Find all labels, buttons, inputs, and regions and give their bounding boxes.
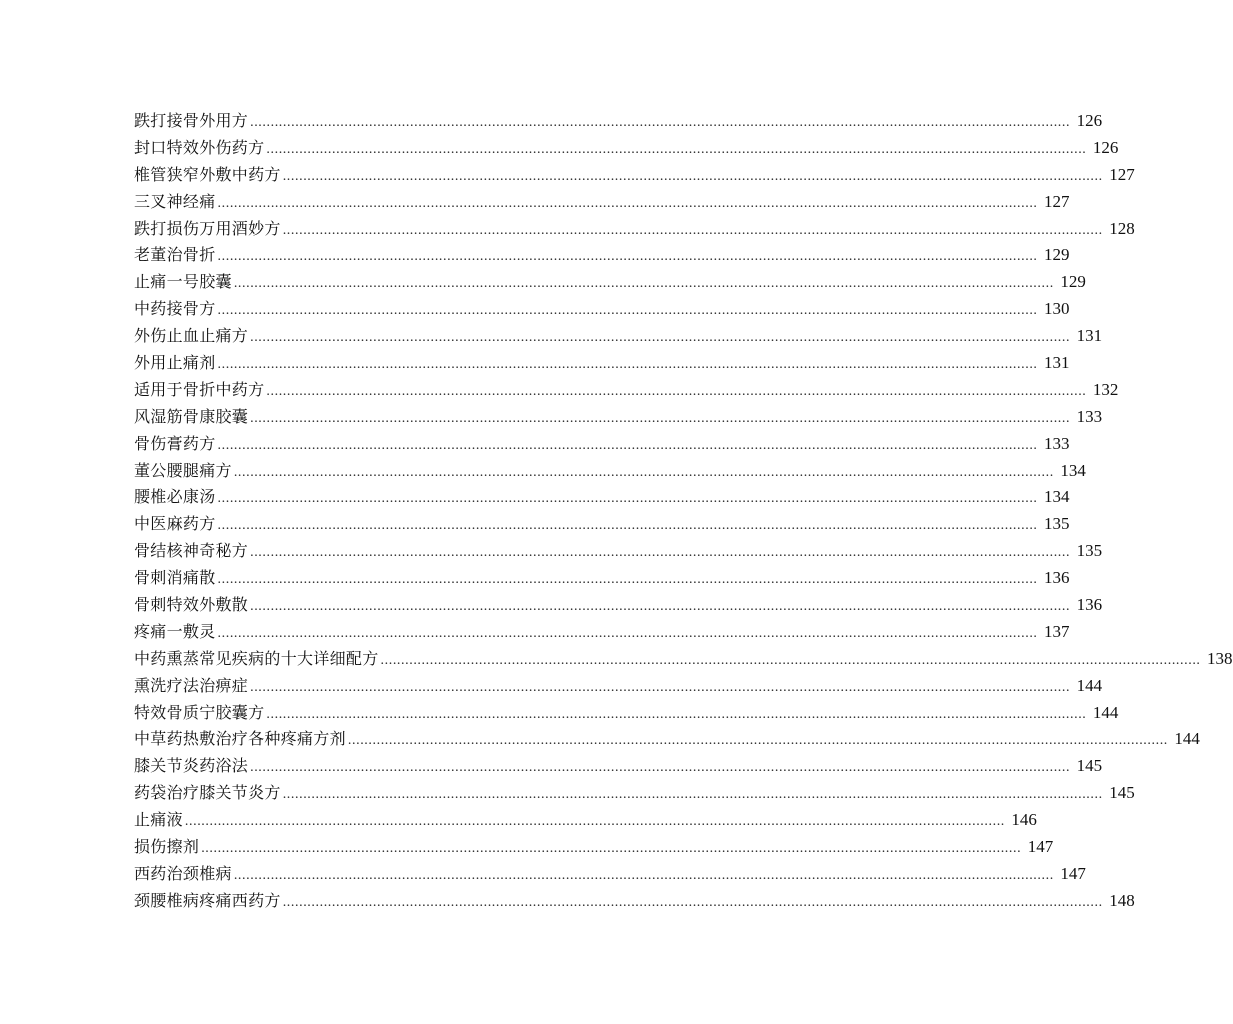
toc-entry-page-number: 135 (1076, 541, 1103, 561)
toc-dot-leader: ........................................................................................................................................................................................................ (282, 168, 1103, 184)
toc-dot-leader: ........................................................................................................................................................................................................ (250, 760, 1071, 776)
toc-entry-page-number: 144 (1076, 675, 1103, 695)
toc-entry[interactable] (134, 242, 1070, 269)
toc-entry-page-number: 126 (1092, 137, 1119, 157)
toc-dot-leader: ........................................................................................................................................................................................................ (282, 894, 1103, 910)
toc-entry-page-number: 134 (1060, 460, 1086, 480)
toc-entry-page-number: 146 (1011, 810, 1037, 830)
toc-entry[interactable] (134, 807, 1037, 834)
toc-entry-page-number: 147 (1027, 837, 1054, 857)
toc-entry-page-number: 131 (1044, 353, 1070, 373)
toc-entry[interactable] (134, 834, 1054, 861)
toc-entry[interactable] (134, 619, 1070, 646)
toc-entry-page-number: 133 (1076, 406, 1103, 426)
toc-dot-leader: ........................................................................................................................................................................................................ (250, 330, 1071, 346)
toc-dot-leader: ........................................................................................................................................................................................................ (250, 410, 1071, 426)
toc-entry[interactable] (134, 350, 1070, 377)
toc-entry-title: 骨刺特效外敷散 (134, 595, 249, 615)
toc-entry[interactable] (134, 565, 1070, 592)
toc-entry-title: 老董治骨折 (134, 245, 216, 265)
toc-entry-page-number: 137 (1044, 621, 1070, 641)
toc-entry-page-number: 144 (1174, 729, 1200, 749)
toc-dot-leader: ........................................................................................................................................................................................................ (217, 625, 1038, 641)
toc-entry-title: 损伤擦剂 (134, 837, 200, 857)
toc-entry-page-number: 145 (1076, 756, 1103, 776)
table-of-contents (134, 108, 1233, 915)
toc-entry[interactable] (134, 296, 1070, 323)
toc-entry-page-number: 133 (1044, 433, 1070, 453)
toc-dot-leader: ........................................................................................................................................................................................................ (217, 195, 1038, 211)
toc-entry-title: 颈腰椎病疼痛西药方 (134, 890, 281, 910)
toc-entry-title: 西药治颈椎病 (134, 863, 232, 883)
toc-dot-leader: ........................................................................................................................................................................................................ (217, 437, 1038, 453)
toc-entry-page-number: 147 (1060, 863, 1086, 883)
toc-entry-page-number: 131 (1076, 326, 1103, 346)
toc-entry-title: 止痛一号胶囊 (134, 272, 232, 292)
toc-entry[interactable] (134, 216, 1135, 243)
toc-entry[interactable] (134, 458, 1086, 485)
toc-entry-title: 董公腰腿痛方 (134, 460, 232, 480)
toc-entry-page-number: 130 (1044, 299, 1070, 319)
toc-entry-title: 风湿筋骨康胶囊 (134, 406, 249, 426)
toc-entry-title: 骨伤膏药方 (134, 433, 216, 453)
toc-entry[interactable] (134, 323, 1103, 350)
toc-dot-leader: ........................................................................................................................................................................................................ (201, 841, 1022, 857)
toc-dot-leader: ........................................................................................................................................................................................................ (266, 383, 1087, 399)
toc-entry-page-number: 128 (1109, 218, 1135, 238)
toc-dot-leader: ........................................................................................................................................................................................................ (266, 141, 1087, 157)
toc-entry-title: 熏洗疗法治痹症 (134, 675, 249, 695)
toc-entry-page-number: 135 (1044, 514, 1070, 534)
toc-entry-page-number: 138 (1207, 648, 1233, 668)
toc-dot-leader: ........................................................................................................................................................................................................ (250, 599, 1071, 615)
toc-dot-leader: ........................................................................................................................................................................................................ (233, 276, 1054, 292)
toc-entry[interactable] (134, 108, 1103, 135)
toc-entry[interactable] (134, 780, 1135, 807)
toc-entry-page-number: 127 (1044, 191, 1070, 211)
toc-dot-leader: ........................................................................................................................................................................................................ (217, 303, 1038, 319)
toc-entry-title: 中医麻药方 (134, 514, 216, 534)
toc-entry-page-number: 148 (1109, 890, 1135, 910)
toc-entry-page-number: 136 (1076, 595, 1103, 615)
toc-dot-leader: ........................................................................................................................................................................................................ (217, 491, 1038, 507)
toc-entry-page-number: 144 (1092, 702, 1119, 722)
toc-dot-leader: ........................................................................................................................................................................................................ (184, 814, 1005, 830)
toc-entry-title: 骨刺消痛散 (134, 568, 216, 588)
toc-entry-page-number: 127 (1109, 164, 1135, 184)
toc-entry-page-number: 136 (1044, 568, 1070, 588)
toc-entry[interactable] (134, 646, 1233, 673)
toc-entry-page-number: 132 (1092, 379, 1119, 399)
toc-entry[interactable] (134, 538, 1103, 565)
toc-entry-title: 跌打损伤万用酒妙方 (134, 218, 281, 238)
toc-entry[interactable] (134, 700, 1119, 727)
toc-entry[interactable] (134, 377, 1119, 404)
toc-dot-leader: ........................................................................................................................................................................................................ (347, 733, 1168, 749)
toc-entry-title: 椎管狭窄外敷中药方 (134, 164, 281, 184)
toc-dot-leader: ........................................................................................................................................................................................................ (217, 249, 1038, 265)
toc-entry[interactable] (134, 888, 1135, 915)
toc-entry[interactable] (134, 511, 1070, 538)
toc-entry-title: 三叉神经痛 (134, 191, 216, 211)
toc-entry-title: 中药接骨方 (134, 299, 216, 319)
toc-entry-title: 腰椎必康汤 (134, 487, 216, 507)
toc-entry-page-number: 126 (1076, 111, 1103, 130)
toc-dot-leader: ........................................................................................................................................................................................................ (233, 867, 1054, 883)
toc-entry[interactable] (134, 269, 1086, 296)
toc-entry-title: 骨结核神奇秘方 (134, 541, 249, 561)
toc-entry-title: 跌打接骨外用方 (134, 111, 249, 130)
toc-entry-page-number: 129 (1044, 245, 1070, 265)
toc-entry-title: 疼痛一敷灵 (134, 621, 216, 641)
toc-dot-leader: ........................................................................................................................................................................................................ (250, 115, 1071, 130)
toc-dot-leader: ........................................................................................................................................................................................................ (282, 787, 1103, 803)
toc-dot-leader: ........................................................................................................................................................................................................ (250, 679, 1071, 695)
toc-entry-page-number: 134 (1044, 487, 1070, 507)
toc-entry[interactable] (134, 726, 1200, 753)
toc-entry[interactable] (134, 484, 1070, 511)
toc-dot-leader: ........................................................................................................................................................................................................ (217, 518, 1038, 534)
toc-entry-title: 封口特效外伤药方 (134, 137, 265, 157)
toc-entry-title: 药袋治疗膝关节炎方 (134, 783, 281, 803)
toc-entry[interactable] (134, 404, 1103, 431)
toc-entry[interactable] (134, 135, 1119, 162)
toc-entry[interactable] (134, 673, 1103, 700)
toc-dot-leader: ........................................................................................................................................................................................................ (217, 357, 1038, 373)
toc-entry[interactable] (134, 162, 1135, 189)
toc-entry-title: 特效骨质宁胶囊方 (134, 702, 265, 722)
toc-dot-leader: ........................................................................................................................................................................................................ (250, 545, 1071, 561)
toc-dot-leader: ........................................................................................................................................................................................................ (266, 706, 1087, 722)
toc-entry-title: 膝关节炎药浴法 (134, 756, 249, 776)
toc-dot-leader: ........................................................................................................................................................................................................ (282, 222, 1103, 238)
toc-entry-title: 止痛液 (134, 810, 183, 830)
toc-entry[interactable] (134, 592, 1103, 619)
toc-entry-title: 外用止痛剂 (134, 353, 216, 373)
toc-dot-leader: ........................................................................................................................................................................................................ (233, 464, 1054, 480)
toc-dot-leader: ........................................................................................................................................................................................................ (217, 572, 1038, 588)
toc-entry-title: 中药熏蒸常见疾病的十大详细配方 (134, 648, 379, 668)
toc-entry-title: 适用于骨折中药方 (134, 379, 265, 399)
toc-entry-page-number: 145 (1109, 783, 1135, 803)
toc-entry[interactable] (134, 431, 1070, 458)
toc-dot-leader: ........................................................................................................................................................................................................ (380, 652, 1201, 668)
toc-entry[interactable] (134, 189, 1070, 216)
toc-entry-title: 中草药热敷治疗各种疼痛方剂 (134, 729, 346, 749)
toc-entry[interactable] (134, 753, 1103, 780)
toc-entry-title: 外伤止血止痛方 (134, 326, 249, 346)
toc-entry[interactable] (134, 861, 1086, 888)
toc-entry-page-number: 129 (1060, 272, 1086, 292)
